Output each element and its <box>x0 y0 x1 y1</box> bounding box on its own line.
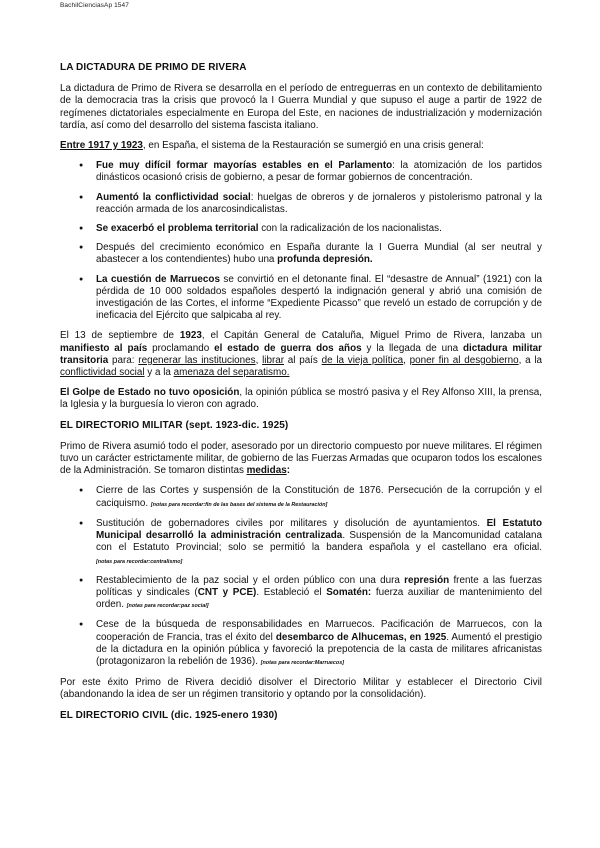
intro-paragraph: La dictadura de Primo de Rivera se desarrolla en el período de entreguerras en un contexto de debilitamiento de la democracia tras la crisis que provocó la I Guerra Mundial y que supuso el auge a partir de 1922 de regímenes dictatoriales especialmente en Europa del Este, en naciones de industrialización y modernización tardía, así como del desarrollo del sistema fascista italiano. <box>60 83 542 131</box>
text: , <box>403 354 410 366</box>
text: y a la <box>144 367 174 379</box>
item-text: se convirtió en el detonante final. El “desastre de Annual” (1921) con la pérdida de 10 000 soldados españoles despertó la indignación general y abrió una comisión de investigación de las Cortes, el informe “Expediente Picasso” que reveló un estado de corrupción y de ineficacia del Ejército que salpicaba al rey. <box>96 273 543 322</box>
emphasis: Aumentó la conflictividad social <box>96 191 251 203</box>
text: al país <box>284 354 322 366</box>
coup-reaction-paragraph <box>60 387 542 411</box>
emphasis: represión <box>404 574 450 586</box>
crisis-dates: Entre 1917 y 1923 <box>60 140 143 152</box>
emphasis: manifiesto al país <box>60 342 148 354</box>
underlined: poner fin al desgobierno <box>409 354 519 366</box>
emphasis: Se exacerbó el problema territorial <box>96 223 259 235</box>
item-text: Después del crecimiento económico en España durante la I Guerra Mundial (al ser neutral y abastecer a los contendientes) hubo una <box>96 242 542 266</box>
item-text: frente a las fuerzas políticas y sindicales ( <box>96 574 542 598</box>
crisis-text: , en España, el sistema de la Restauración se sumergió en una crisis general: <box>142 140 484 152</box>
section-title-directorio-militar: EL DIRECTORIO MILITAR (sept. 1923-dic. 1925) <box>60 419 289 431</box>
list-item <box>96 160 542 184</box>
study-note: [notas para recordar:fin de las bases del sistema de la Restauración] <box>150 501 328 508</box>
emphasis: El Golpe de Estado no tuvo oposición <box>60 387 240 399</box>
crisis-list <box>60 160 542 322</box>
list-item <box>96 192 542 216</box>
underlined: amenaza del separatismo. <box>173 367 290 379</box>
underlined: conflictividad social <box>60 367 145 379</box>
text: para: <box>108 354 139 366</box>
text: y la llegada de una <box>361 342 463 354</box>
section-title-dictadura: LA DICTADURA DE PRIMO DE RIVERA <box>60 62 247 73</box>
item-text: Cese de la búsqueda de responsabilidades en Marruecos. Pacificación de Marruecos, con la cooperación de Francia, tras el éxito del <box>96 619 542 643</box>
underlined: regenerar las instituciones <box>138 354 256 366</box>
section-title-directorio-civil: EL DIRECTORIO CIVIL (dic. 1925-enero 1930) <box>60 709 278 721</box>
crisis-intro-paragraph <box>60 140 542 152</box>
emphasis: 1923 <box>179 330 202 342</box>
emphasis: CNT y PCE) <box>197 586 257 598</box>
item-text: con la radicalización de los nacionalistas. <box>258 223 442 235</box>
underlined: medidas <box>246 465 287 477</box>
text: : <box>286 465 290 477</box>
list-item <box>96 575 542 613</box>
item-text: . Suspensión de la Mancomunidad catalana con el Estatuto Provincial; solo se permitió la bandera española y el castellano era oficial. <box>96 530 543 554</box>
underlined: de la vieja política <box>321 354 404 366</box>
list-item <box>96 223 542 235</box>
text: , el Capitán General de Cataluña, Miguel Primo de Rivera, lanzaba un <box>201 330 542 342</box>
underlined: librar <box>262 354 285 366</box>
list-item <box>96 518 542 568</box>
emphasis: El Estatuto Municipal desarrolló la administración centralizada <box>96 517 542 542</box>
item-text: Restablecimiento de la paz social y el orden público con una dura <box>96 574 405 586</box>
list-item <box>96 242 542 266</box>
emphasis: Somatén: <box>326 586 372 598</box>
emphasis: profunda depresión. <box>277 254 373 266</box>
page-header: BachilCienciasAp 1547 <box>60 2 129 9</box>
text: , a la <box>518 354 543 366</box>
text: , la opinión pública se mostró pasiva y el Rey Alfonso XIII, la prensa, la Iglesia y la burguesía lo vieron con agrado. <box>60 387 543 411</box>
text: , <box>255 354 263 366</box>
list-item <box>96 485 542 510</box>
item-text: Cierre de las Cortes y suspensión de la Constitución de 1876. Persecución de la corrupción y el caciquismo. <box>96 485 542 509</box>
list-item <box>96 619 542 669</box>
list-item <box>96 274 542 323</box>
document-body <box>60 62 542 731</box>
item-text: . Aumentó el prestigio de la dictadura en la opinión pública y favoreció la prepotencia de la casta de militares africanistas (protagonizaron la rebelión de 1936). <box>96 631 542 667</box>
text: El 13 de septiembre de <box>60 330 180 342</box>
item-text: . Estableció el <box>256 586 327 598</box>
emphasis: Fue muy difícil formar mayorías estables en el Parlamento <box>96 160 393 172</box>
text: Primo de Rivera asumió todo el poder, asesorado por un directorio compuesto por nueve militares. El régimen tuvo un carácter estrictamente militar, de gobierno de las Fuerzas Armadas que ocuparon todos los escalones de la Administración. Se tomaron distintas <box>60 440 542 477</box>
item-text: fuerza auxiliar de mantenimiento del orden. <box>96 586 543 611</box>
emphasis: dictadura militar transitoria <box>60 342 542 366</box>
emphasis: el estado de guerra dos años <box>214 342 362 354</box>
study-note: [notas para recordar:Marruecos] <box>260 659 344 666</box>
text: proclamando <box>147 342 215 354</box>
item-text: : la atomización de los partidos dinásticos ocasionó crisis de gobierno, a pesar de formar gobiernos de concentración. <box>96 160 542 184</box>
final-paragraph: Por este éxito Primo de Rivera decidió disolver el Directorio Militar y establecer el Directorio Civil (abandonando la idea de ser un régimen transitorio y optando por la consolidación). <box>60 677 542 701</box>
emphasis: desembarco de Alhucemas, en 1925 <box>275 631 447 643</box>
emphasis: La cuestión de Marruecos <box>96 273 220 285</box>
study-note: [notas para recordar:centralismo] <box>96 558 183 565</box>
study-note: [notas para recordar:paz social] <box>126 603 209 610</box>
medidas-list <box>60 485 542 669</box>
item-text: Sustitución de gobernadores civiles por militares y disolución de ayuntamientos. <box>96 517 487 529</box>
directorio-intro-paragraph <box>60 441 542 478</box>
coup-paragraph <box>60 330 542 379</box>
item-text: : huelgas de obreros y de jornaleros y pistolerismo patronal y la reacción armada de los anarcosindicalistas. <box>96 191 542 215</box>
